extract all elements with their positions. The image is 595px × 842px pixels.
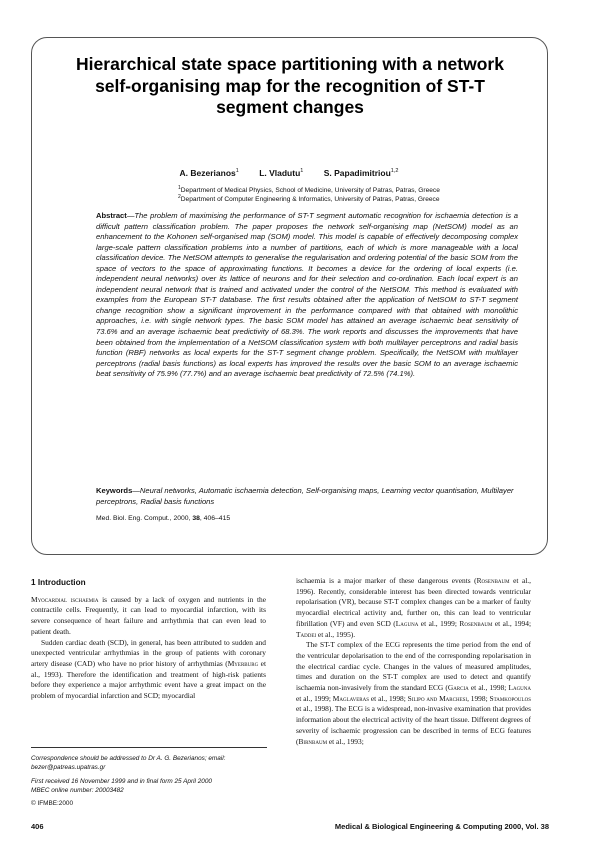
abstract [96, 211, 518, 380]
section-heading: 1 Introduction [31, 578, 86, 587]
left-column [31, 578, 266, 702]
right-column [296, 576, 531, 747]
copyright-note: © IFMBE:2000 [31, 800, 74, 807]
paragraph: The ST-T complex of the ECG represents the time period from the end of the ventricular depolarisation to the end of the corresponding repolarisation in the electrical cardiac cycle. Changes in the values of measured amplitudes, times and duration on the ST-T complex are used to detect and quantify ischaemia non-invasively from the standard ECG (Garcia et al., 1998; Laguna et al., 1999; Maglaveras et al., 1998; Silipo and Marchesi, 1998; Stamkopoulos et al., 1998). The ECG is a widespread, non-invasive examination that provides information about the electrical activity of the heart tissue. Different degrees of severity of ischaemic progression can be described in terms of ECG features (Birnbaum et al., 1993; [296, 640, 532, 746]
affiliation: $^1$Department of Medical Physics, School of Medicine, University of Patras, Patras, Greece [178, 185, 440, 195]
footnotes [31, 754, 271, 795]
affiliation: $^2$Department of Computer Engineering & Informatics, University of Patras, Patras, Greece [178, 194, 440, 204]
author: S. Papadimitriou$^{1,2}$ [323, 168, 399, 178]
paragraph: Myocardial ischaemia is caused by a lack of oxygen and nutrients in the contractile cells. Frequently, it can lead to myocardial infarction, with its severe consequence of heart failure and arrhythmia that can even lead to patient death. [31, 594, 266, 636]
paragraph: ischaemia is a major marker of these dangerous events (Rosenbaum et al., 1996). Recently, considerable interest has been directed towards ventricular repolarisation (VR), because ST-T complex changes can be a marker of faulty myocardial electrical activity and, further on, this can lead to ventricular fibrillation (VF) and even SCD (Laguna et al., 1999; Rosenbaum et al., 1994; Taddei et al., 1995). [296, 576, 531, 639]
journal-footer: Medical & Biological Engineering & Computing 2000, Vol. 38 [334, 822, 549, 831]
keywords [96, 486, 518, 507]
author: A. Bezerianos$^1$ [179, 168, 239, 178]
page-number: 406 [31, 822, 44, 831]
paper-title: Hierarchical state space partitioning with a network self-organising map for the recognition of ST-T segment changes [76, 54, 504, 117]
keywords-text: —Neural networks, Automatic ischaemia detection, Self-organising maps, Learning vector quantisation, Multilayer perceptrons, Radial basis functions [96, 486, 514, 506]
received-note: First received 16 November 1999 and in final form 25 April 2000 [31, 778, 212, 786]
paragraph: Sudden cardiac death (SCD), in general, has been attributed to sudden and unexpected ventricular arrhythmias in the group of patients with coronary artery disease (CAD) who have no prior history of arrhythmias (Myerburg et al., 1993). Therefore the identification and treatment of high-risk patients before they experience a major arrhythmic event have a great impact on the problem of myocardial infarction and SCD; myocardial [31, 637, 266, 701]
keywords-label: Keywords [96, 486, 133, 495]
abstract-label: Abstract [96, 211, 127, 220]
mbec-number: MBEC online number: 20003482 [31, 787, 124, 795]
author-list [60, 168, 518, 178]
footnote-divider [31, 747, 267, 748]
abstract-text: —The problem of maximising the performance of ST-T segment automatic recognition for ischaemia detection is a difficult pattern classification problem. The paper proposes the network self-organising map (NetSOM) model as an enhancement to the Kohonen self-organised map (SOM) model. This model is capable of effectively decomposing complex large-scale pattern classification problems into a number of partitions, each of which is more manageable with a local classification device. The NetSOM attempts to generalise the regularisation and ordering potential of the basic SOM from the space of vectors to the space of approximating functions. It becomes a device for the ordering of local experts (i.e. independent neural networks) over its lattice of neurons and for their selection and co-ordination. Each local expert is an independent neural network that is trained and activated under the control of the NetSOM. This method is evaluated with examples from the European ST-T database. The first results obtained after the application of NetSOM to ST-T segment change recognition show a significant improvement in the performance compared with that obtained with monolithic approaches, i.e. with single network types. The basic SOM model has attained an average ischaemic beat sensitivity of 73.6% and an average ischaemic beat predictivity of 68.3%. The work reports and discusses the improvements that have been obtained from the implementation of a NetSOM classification system with both multilayer perceptrons and radial basis function (RBF) networks as local experts for the ST-T segment change problem. Specifically, the NetSOM with multilayer perceptrons (radial basis functions) as local experts has improved the results over the basic SOM to an average ischaemic beat sensitivity of 75.9% (77.7%) and an average ischaemic beat predictivity of 72.5% (74.1%). [96, 211, 518, 379]
correspondence-note: Correspondence should be addressed to Dr A. G. Bezerianos; email: bezer@patreas.upatras.gr [31, 755, 226, 772]
author: L. Vladutu$^1$ [259, 168, 304, 178]
citation-line: Med. Biol. Eng. Comput., 2000, 38, 406–415 [96, 515, 231, 522]
